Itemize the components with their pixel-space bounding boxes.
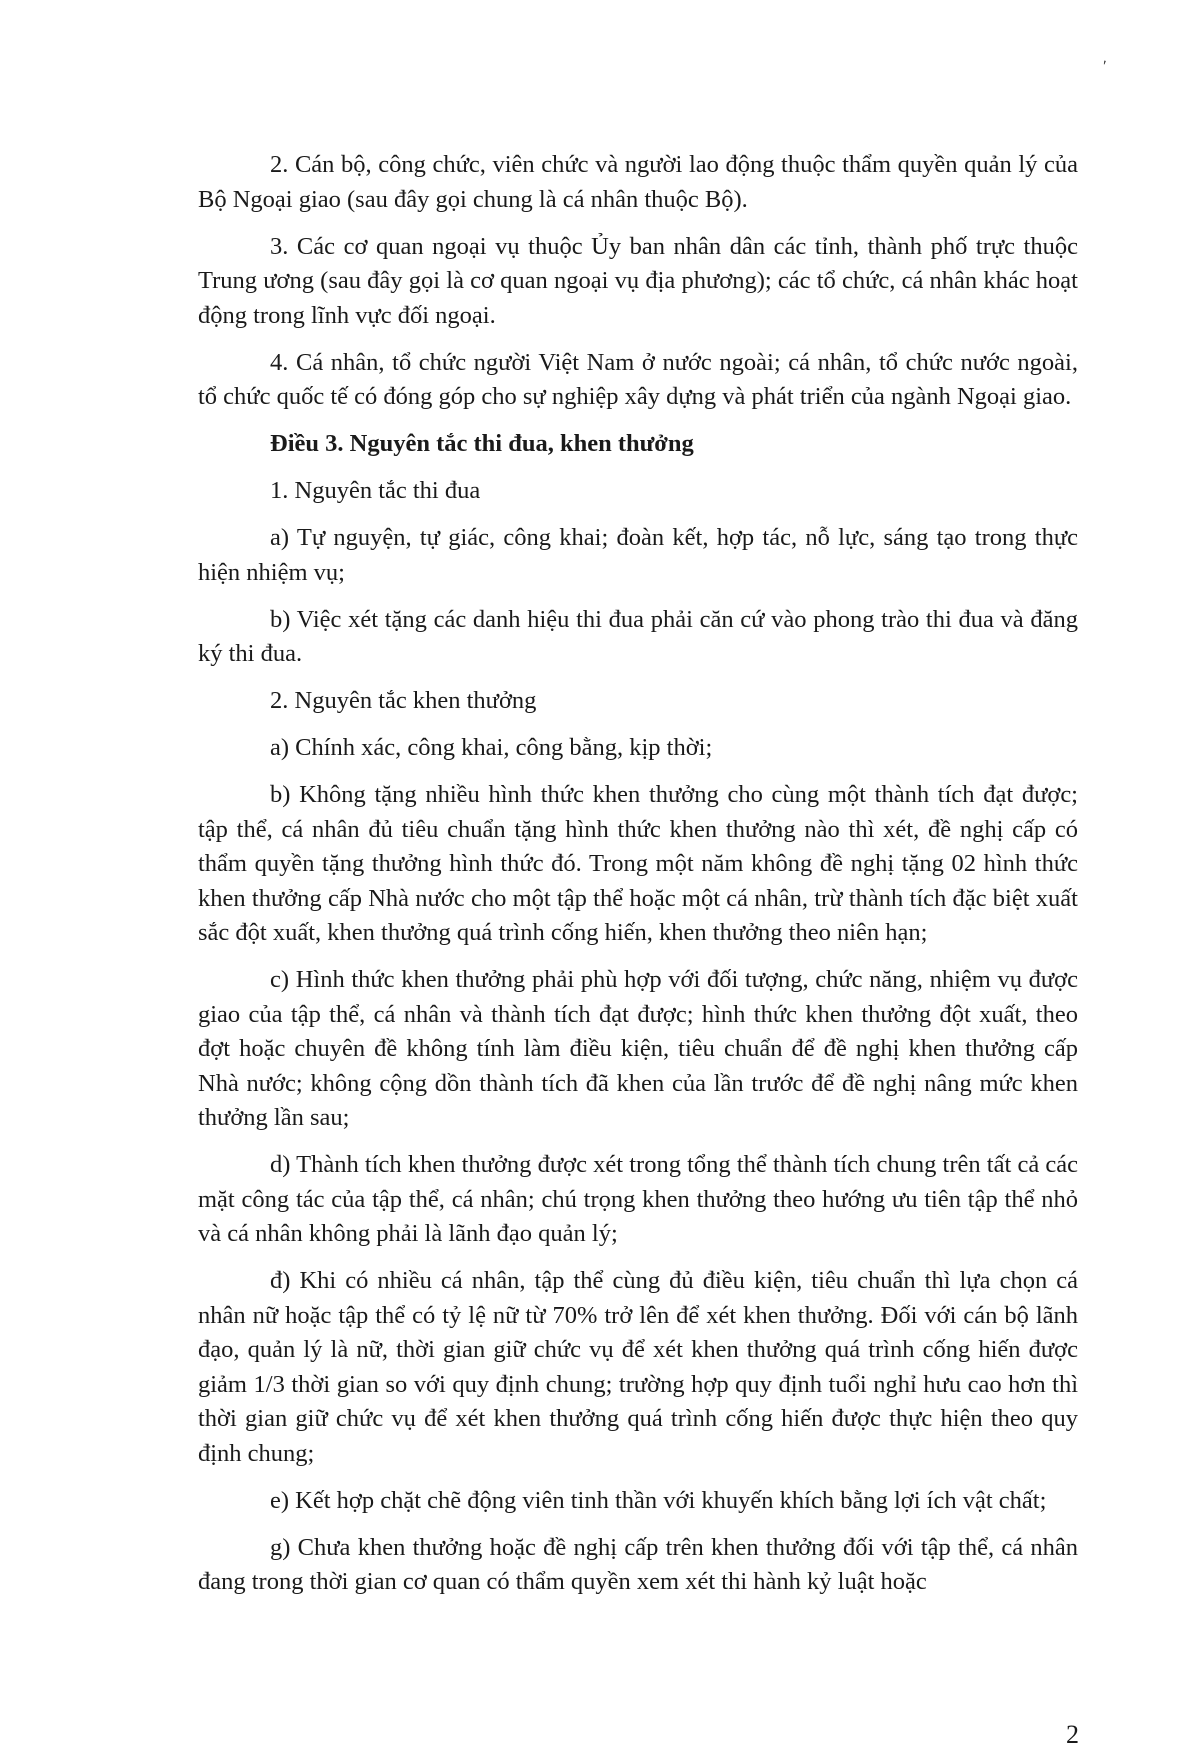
- reward-principle-e: e) Kết hợp chặt chẽ động viên tinh thần với khuyến khích bằng lợi ích vật chất;: [270, 1486, 1047, 1514]
- reward-principles-title: 2. Nguyên tắc khen thưởng: [270, 687, 537, 714]
- document-body: [198, 148, 1078, 1612]
- clause-4: 4. Cá nhân, tổ chức người Việt Nam ở nước ngoài; cá nhân, tổ chức nước ngoài, tổ chức quốc tế có đóng góp cho sự nghiệp xây dựng và phát triển của ngành Ngoại giao.: [198, 348, 1078, 410]
- reward-principle-a: a) Chính xác, công khai, công bằng, kịp thời;: [270, 734, 713, 761]
- clause-2: 2. Cán bộ, công chức, viên chức và người lao động thuộc thẩm quyền quản lý của Bộ Ngoại giao (sau đây gọi chung là cá nhân thuộc Bộ).: [198, 151, 1078, 213]
- reward-principle-g: g) Chưa khen thưởng hoặc đề nghị cấp trên khen thưởng đối với tập thể, cá nhân đang trong thời gian cơ quan có thẩm quyền xem xét thi hành kỷ luật hoặc: [198, 1533, 1078, 1595]
- corner-mark: ': [1099, 57, 1108, 76]
- article-3-heading: Điều 3. Nguyên tắc thi đua, khen thưởng: [270, 430, 694, 457]
- emulation-principle-b: b) Việc xét tặng các danh hiệu thi đua phải căn cứ vào phong trào thi đua và đăng ký thi đua.: [198, 605, 1078, 667]
- emulation-principles-title: 1. Nguyên tắc thi đua: [270, 477, 481, 504]
- reward-principle-b: b) Không tặng nhiều hình thức khen thưởng cho cùng một thành tích đạt được; tập thể, cá nhân đủ tiêu chuẩn tặng hình thức khen thưởng nào thì xét, đề nghị cấp có thẩm quyền tặng thưởng hình thức đó. Trong một năm không đề nghị tặng 02 hình thức khen thưởng cấp Nhà nước cho một tập thể hoặc một cá nhân, trừ thành tích đặc biệt xuất sắc đột xuất, khen thưởng quá trình cống hiến, khen thưởng theo niên hạn;: [198, 781, 1078, 946]
- reward-principle-dd: đ) Khi có nhiều cá nhân, tập thể cùng đủ điều kiện, tiêu chuẩn thì lựa chọn cá nhân nữ hoặc tập thể có tỷ lệ nữ từ 70% trở lên để xét khen thưởng. Đối với cán bộ lãnh đạo, quản lý là nữ, thời gian giữ chức vụ để xét khen thưởng quá trình cống hiến được giảm 1/3 thời gian so với quy định chung; trường hợp quy định tuổi nghỉ hưu cao hơn thì thời gian giữ chức vụ để xét khen thưởng quá trình cống hiến được thực hiện theo quy định chung;: [198, 1267, 1078, 1467]
- reward-principle-d: d) Thành tích khen thưởng được xét trong tổng thể thành tích chung trên tất cả các mặt công tác của tập thể, cá nhân; chú trọng khen thưởng theo hướng ưu tiên tập thể nhỏ và cá nhân không phải là lãnh đạo quản lý;: [198, 1151, 1078, 1247]
- emulation-principle-a: a) Tự nguyện, tự giác, công khai; đoàn kết, hợp tác, nỗ lực, sáng tạo trong thực hiện nhiệm vụ;: [198, 524, 1078, 586]
- clause-3: 3. Các cơ quan ngoại vụ thuộc Ủy ban nhân dân các tỉnh, thành phố trực thuộc Trung ương (sau đây gọi là cơ quan ngoại vụ địa phương); các tổ chức, cá nhân khác hoạt động trong lĩnh vực đối ngoại.: [198, 232, 1078, 329]
- reward-principle-c: c) Hình thức khen thưởng phải phù hợp với đối tượng, chức năng, nhiệm vụ được giao của tập thể, cá nhân và thành tích đạt được; hình thức khen thưởng đột xuất, theo đợt hoặc chuyên đề không tính làm điều kiện, tiêu chuẩn để đề nghị khen thưởng cấp Nhà nước; không cộng dồn thành tích đã khen của lần trước để đề nghị nâng mức khen thưởng lần sau;: [198, 966, 1078, 1131]
- page-number: 2: [1066, 1720, 1079, 1749]
